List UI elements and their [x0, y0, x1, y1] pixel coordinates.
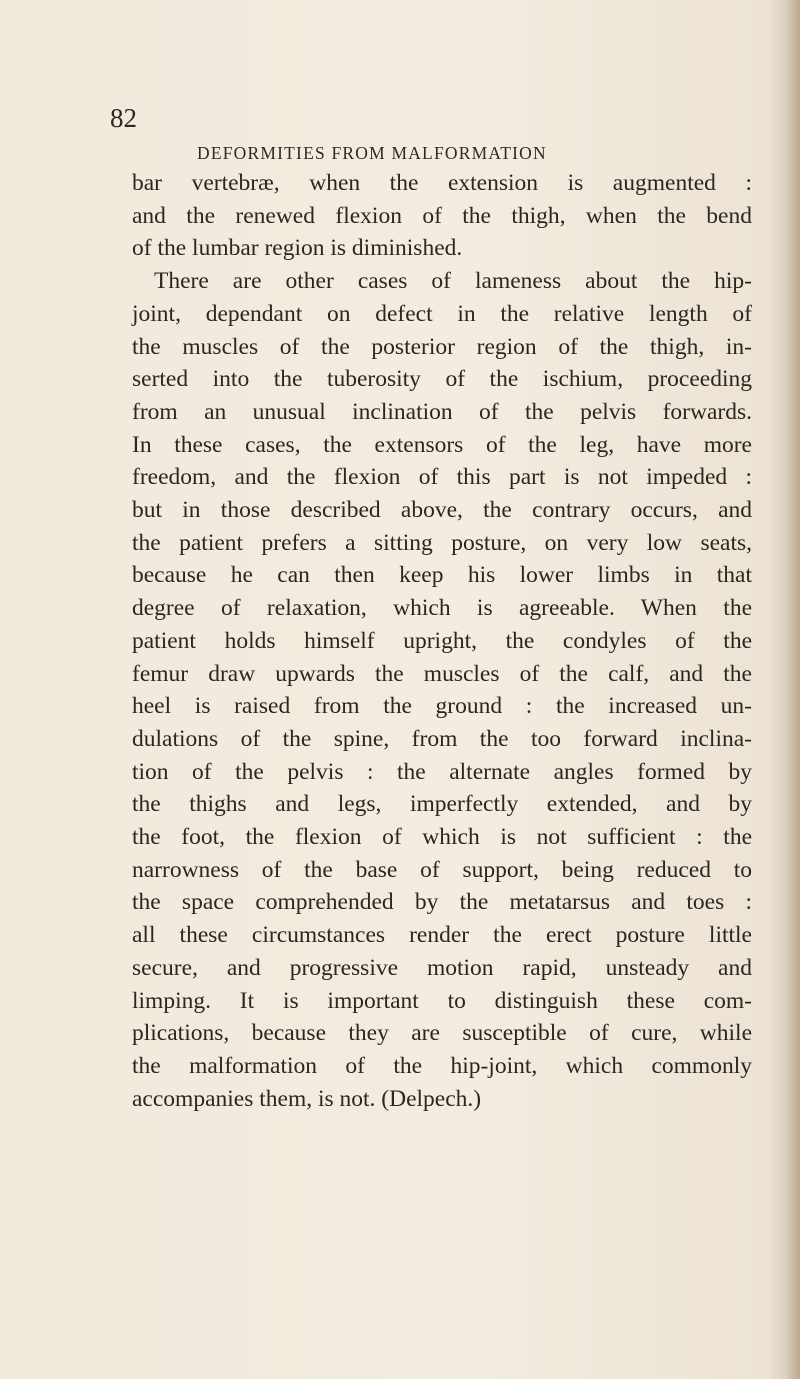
- text-line: joint, dependant on defect in the relative length of: [132, 300, 752, 327]
- text-line: narrowness of the base of support, being reduced to: [132, 856, 752, 883]
- text-line: There are other cases of lameness about the hip-: [154, 268, 752, 295]
- text-line: freedom, and the flexion of this part is not impeded :: [132, 464, 752, 491]
- text-line: limping. It is important to distinguish these com-: [132, 987, 752, 1014]
- text-line: accompanies them, is not. (Delpech.): [132, 1085, 482, 1112]
- text-line: and the renewed flexion of the thigh, when the bend: [132, 202, 752, 229]
- text-line: but in those described above, the contrary occurs, and: [132, 497, 752, 524]
- text-line: patient holds himself upright, the condyles of the: [132, 627, 752, 654]
- text-line: degree of relaxation, which is agreeable. When the: [132, 595, 752, 622]
- text-line: the thighs and legs, imperfectly extended, and by: [132, 791, 752, 818]
- text-line: the muscles of the posterior region of the thigh, in-: [132, 333, 752, 360]
- text-line: tion of the pelvis : the alternate angles formed by: [132, 758, 752, 785]
- text-line: serted into the tuberosity of the ischium, proceeding: [132, 366, 752, 393]
- text-line: femur draw upwards the muscles of the calf, and the: [132, 660, 752, 687]
- text-line: dulations of the spine, from the too forward inclina-: [132, 725, 752, 752]
- running-title: DEFORMITIES FROM MALFORMATION: [197, 143, 547, 163]
- text-line: of the lumbar region is diminished.: [132, 235, 463, 262]
- page-edge-shadow: [786, 0, 800, 1379]
- text-line: because he can then keep his lower limbs in that: [132, 562, 752, 589]
- text-line: bar vertebræ, when the extension is augmented :: [132, 170, 752, 196]
- text-line: secure, and progressive motion rapid, unsteady and: [132, 954, 752, 981]
- text-line: the patient prefers a sitting posture, on very low seats,: [132, 529, 752, 556]
- text-line: plications, because they are susceptible of cure, while: [132, 1020, 752, 1047]
- text-line: the malformation of the hip-joint, which commonly: [132, 1052, 752, 1079]
- page-number: 82: [110, 103, 137, 133]
- text-line: all these circumstances render the erect posture little: [132, 922, 752, 949]
- body-text: [132, 167, 752, 1115]
- text-line: the foot, the flexion of which is not sufficient : the: [132, 824, 752, 851]
- text-line: In these cases, the extensors of the leg, have more: [132, 431, 752, 458]
- text-line: from an unusual inclination of the pelvis forwards.: [132, 398, 752, 425]
- text-line: heel is raised from the ground : the increased un-: [132, 693, 752, 720]
- text-line: the space comprehended by the metatarsus and toes :: [132, 889, 752, 916]
